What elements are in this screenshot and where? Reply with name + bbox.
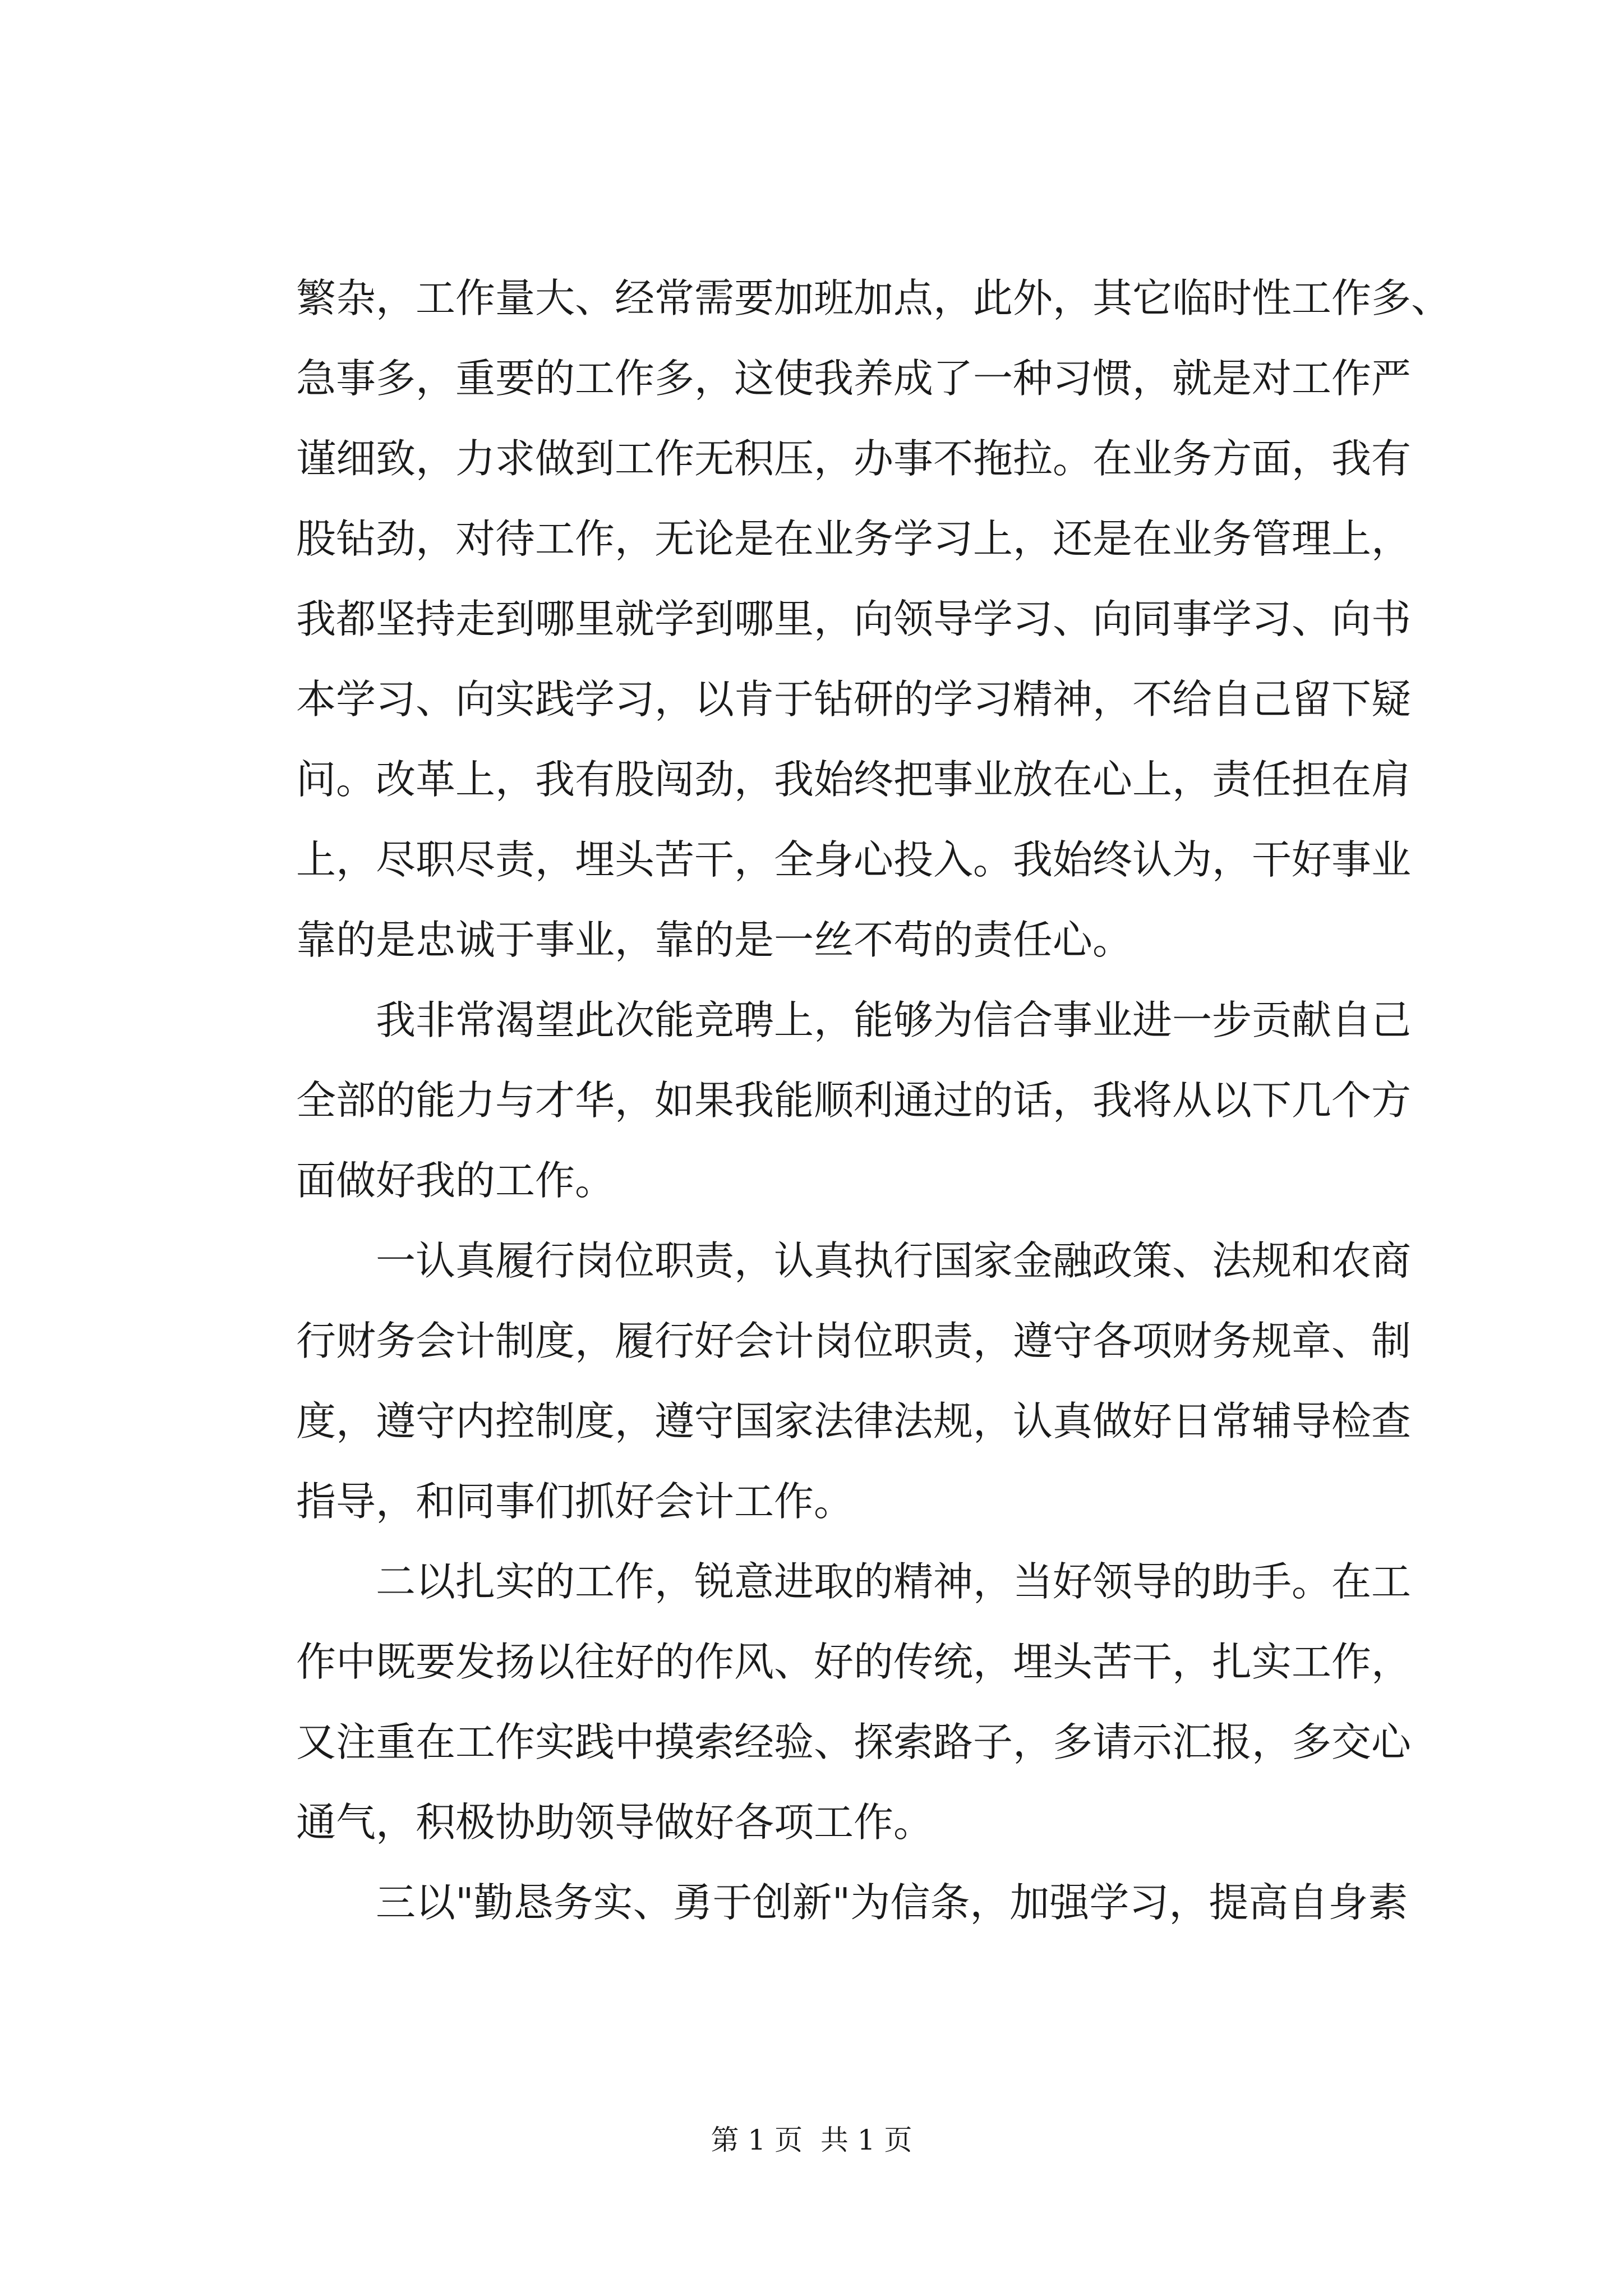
text-line: 问。改革上，我有股闯劲，我始终把事业放在心上，责任担在肩 xyxy=(296,756,1412,803)
text-line: 股钻劲，对待工作，无论是在业务学习上，还是在业务管理上， xyxy=(296,516,1412,562)
text-line: 靠的是忠诚于事业，靠的是一丝不苟的责任心。 xyxy=(296,917,1133,963)
text-line: 三以"勤恳务实、勇于创新"为信条，加强学习，提高自身素 xyxy=(376,1879,1408,1926)
text-line: 通气，积极协助领导做好各项工作。 xyxy=(296,1799,934,1846)
document-body xyxy=(296,258,1451,1943)
text-line: 指导，和同事们抓好会计工作。 xyxy=(296,1478,854,1525)
text-line: 繁杂，工作量大、经常需要加班加点，此外，其它临时性工作多、 xyxy=(296,275,1451,321)
text-line: 急事多，重要的工作多，这使我养成了一种习惯，就是对工作严 xyxy=(296,355,1412,402)
text-line: 我非常渴望此次能竞聘上，能够为信合事业进一步贡献自己 xyxy=(376,997,1412,1043)
text-line: 全部的能力与才华，如果我能顺利通过的话，我将从以下几个方 xyxy=(296,1077,1412,1124)
text-line: 我都坚持走到哪里就学到哪里，向领导学习、向同事学习、向书 xyxy=(296,596,1412,642)
text-line: 二以扎实的工作，锐意进取的精神，当好领导的助手。在工 xyxy=(376,1558,1412,1605)
text-line: 面做好我的工作。 xyxy=(296,1157,615,1204)
text-line: 一认真履行岗位职责，认真执行国家金融政策、法规和农商 xyxy=(376,1237,1412,1284)
text-line: 谨细致，力求做到工作无积压，办事不拖拉。在业务方面，我有 xyxy=(296,435,1412,482)
page-number-label: 第 1 页 共 1 页 xyxy=(711,2124,912,2156)
text-line: 本学习、向实践学习，以肯于钻研的学习精神，不给自己留下疑 xyxy=(296,676,1412,723)
page-footer xyxy=(0,2123,1623,2157)
text-line: 行财务会计制度，履行好会计岗位职责，遵守各项财务规章、制 xyxy=(296,1318,1412,1364)
text-line: 上，尽职尽责，埋头苦干，全身心投入。我始终认为，干好事业 xyxy=(296,836,1412,883)
text-line: 又注重在工作实践中摸索经验、探索路子，多请示汇报，多交心 xyxy=(296,1719,1412,1765)
text-line: 度，遵守内控制度，遵守国家法律法规，认真做好日常辅导检查 xyxy=(296,1398,1412,1444)
text-line: 作中既要发扬以往好的作风、好的传统，埋头苦干，扎实工作， xyxy=(296,1639,1412,1685)
